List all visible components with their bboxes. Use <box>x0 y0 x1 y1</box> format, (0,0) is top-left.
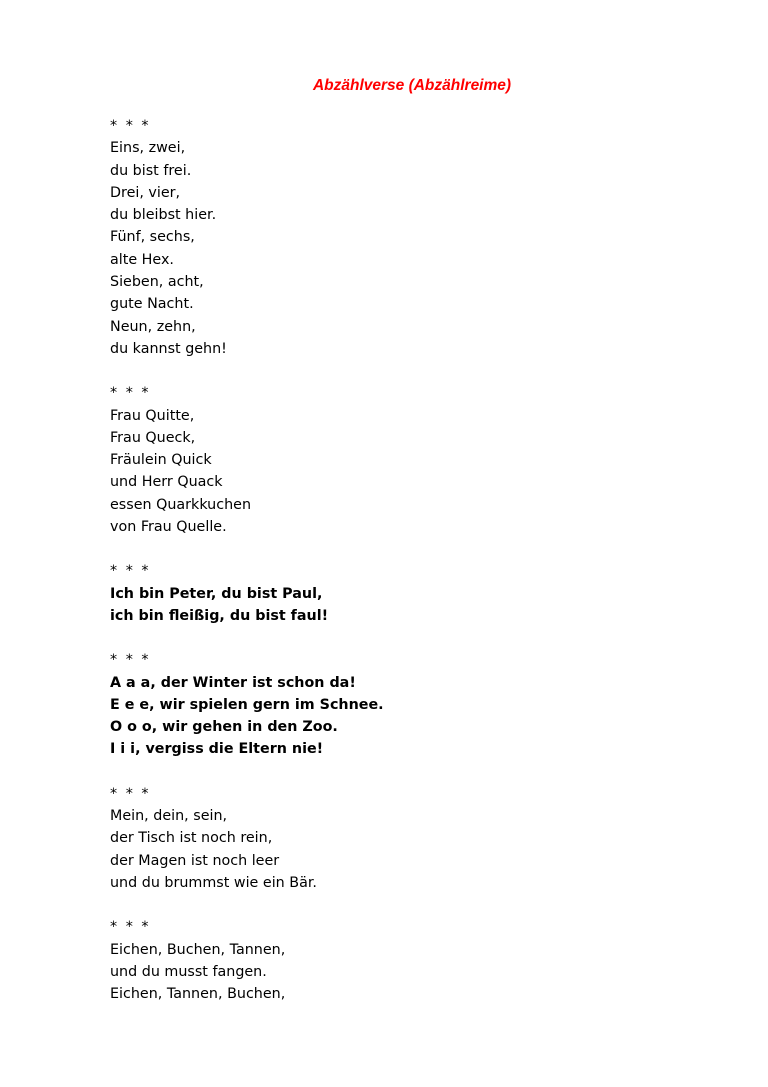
verse-line: Eins, zwei, <box>110 140 186 157</box>
verse-line: E e e, wir spielen gern im Schnee. <box>110 696 384 713</box>
verse-line: Frau Quitte, <box>110 407 195 424</box>
verse-line: und du brummst wie ein Bär. <box>110 874 317 891</box>
verse-line: Fünf, sechs, <box>110 229 195 246</box>
page-title: Abzählverse (Abzählreime) <box>312 77 512 94</box>
verse-line: gute Nacht. <box>110 296 194 313</box>
verse-line: und du musst fangen. <box>110 963 267 980</box>
stanza-separator: * * * <box>110 563 151 580</box>
stanza-separator: * * * <box>110 919 151 936</box>
stanza-separator: * * * <box>110 652 151 669</box>
verse-line: Fräulein Quick <box>110 452 212 469</box>
verse-line: Neun, zehn, <box>110 318 196 335</box>
verse-line: du bist frei. <box>110 162 192 179</box>
verse-line: du kannst gehn! <box>110 340 227 357</box>
verse-stanza <box>110 115 710 360</box>
verse-stanza <box>110 382 710 538</box>
verse-stanza <box>110 916 710 1005</box>
verse-line: von Frau Quelle. <box>110 519 227 536</box>
verse-line: der Tisch ist noch rein, <box>110 830 273 847</box>
verse-line: I i i, vergiss die Eltern nie! <box>110 741 324 758</box>
verse-line: alte Hex. <box>110 251 174 268</box>
verse-line: Sieben, acht, <box>110 274 204 291</box>
verse-stanza <box>110 649 710 760</box>
verse-stanza <box>110 783 710 894</box>
verse-line: essen Quarkkuchen <box>110 496 252 513</box>
verse-line: A a a, der Winter ist schon da! <box>110 674 356 691</box>
verse-stanza <box>110 560 710 627</box>
verse-line: Mein, dein, sein, <box>110 808 228 825</box>
verse-line: O o o, wir gehen in den Zoo. <box>110 719 338 736</box>
stanza-separator: * * * <box>110 785 151 802</box>
verse-line: Eichen, Tannen, Buchen, <box>110 986 286 1003</box>
verse-line: Frau Queck, <box>110 429 196 446</box>
verse-list <box>110 115 710 1027</box>
verse-line: ich bin fleißig, du bist faul! <box>110 607 329 624</box>
verse-line: der Magen ist noch leer <box>110 852 280 869</box>
stanza-separator: * * * <box>110 118 151 134</box>
verse-line: Ich bin Peter, du bist Paul, <box>110 585 323 602</box>
verse-line: und Herr Quack <box>110 474 223 491</box>
verse-line: du bleibst hier. <box>110 207 217 224</box>
stanza-separator: * * * <box>110 385 151 402</box>
verse-line: Eichen, Buchen, Tannen, <box>110 941 286 958</box>
verse-line: Drei, vier, <box>110 184 181 201</box>
